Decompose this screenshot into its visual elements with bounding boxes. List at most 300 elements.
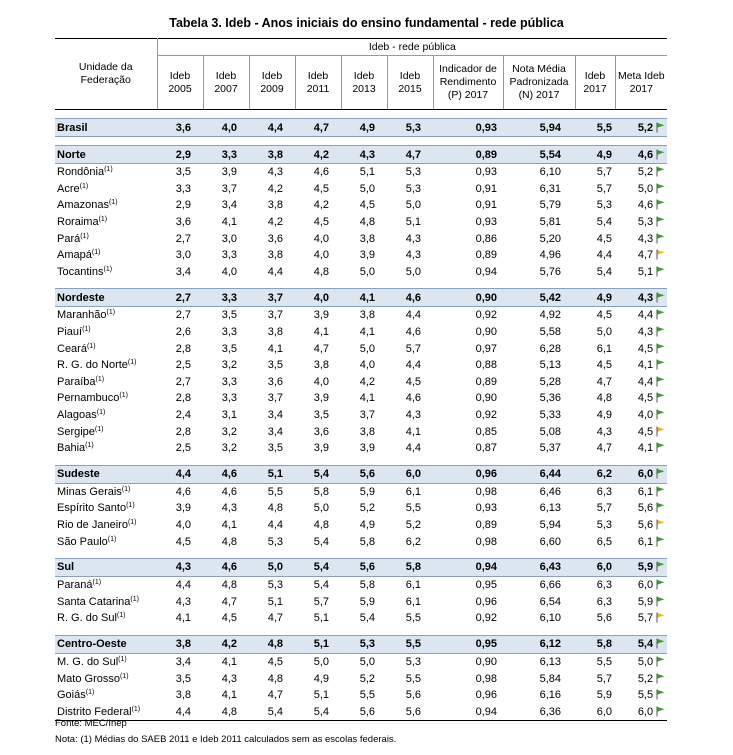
uf-name: Nordeste bbox=[57, 291, 105, 304]
table-row bbox=[55, 181, 667, 198]
value-cell: 0,94 bbox=[433, 558, 503, 576]
value-cell: 3,9 bbox=[313, 309, 329, 322]
footnote-marker: (1) bbox=[82, 326, 91, 334]
uf-name: Pernambuco bbox=[57, 392, 120, 405]
value-cell: 4,4 bbox=[405, 359, 421, 372]
uf-name: Acre bbox=[57, 182, 80, 195]
value-cell: 6,0 bbox=[575, 558, 615, 576]
column-header: Ideb 2007 bbox=[203, 56, 249, 110]
value-cell: 5,0 bbox=[359, 265, 375, 278]
footnote-marker: (1) bbox=[95, 375, 105, 383]
value-cell: 5,3 bbox=[405, 655, 421, 668]
value-cell: 0,98 bbox=[475, 485, 497, 498]
value-cell: 4,8 bbox=[359, 216, 375, 229]
value-cell: 0,91 bbox=[475, 199, 497, 212]
value-cell: 3,0 bbox=[175, 249, 191, 262]
value-cell: 4,1 bbox=[221, 216, 237, 229]
flag-met-icon bbox=[653, 122, 665, 134]
flag-not-met-icon bbox=[653, 426, 665, 438]
value-cell: 6,1 bbox=[405, 485, 421, 498]
value-cell: 6,10 bbox=[539, 612, 561, 625]
table-row bbox=[55, 483, 667, 500]
table-header bbox=[55, 39, 667, 110]
value-cell: 4,5 bbox=[596, 359, 612, 372]
value-cell: 3,6 bbox=[175, 216, 191, 229]
value-cell: 4,7 bbox=[596, 375, 612, 388]
value-cell: 6,60 bbox=[539, 535, 561, 548]
footnote-marker: (1) bbox=[118, 655, 127, 663]
value-cell: 6,0 bbox=[387, 465, 433, 483]
flag-met-icon bbox=[653, 326, 665, 338]
meta-cell bbox=[615, 423, 667, 440]
table-row bbox=[55, 610, 667, 627]
value-cell: 4,1 bbox=[221, 518, 237, 531]
meta-cell bbox=[615, 289, 667, 307]
value-cell: 5,2 bbox=[359, 502, 375, 515]
value-cell: 4,9 bbox=[341, 119, 387, 137]
value-cell: 5,7 bbox=[596, 672, 612, 685]
table-row bbox=[55, 374, 667, 391]
uf-name-cell bbox=[55, 593, 157, 610]
value-cell: 5,6 bbox=[596, 612, 612, 625]
table-row bbox=[55, 423, 667, 440]
value-cell: 4,3 bbox=[267, 166, 283, 179]
value-cell: 4,1 bbox=[405, 425, 421, 438]
meta-cell bbox=[615, 214, 667, 231]
value-cell: 3,1 bbox=[221, 409, 237, 422]
flag-met-icon bbox=[653, 166, 665, 178]
meta-cell bbox=[615, 465, 667, 483]
value-cell: 0,95 bbox=[475, 579, 497, 592]
value-cell: 3,5 bbox=[221, 342, 237, 355]
value-cell: 4,4 bbox=[267, 518, 283, 531]
table-row bbox=[55, 407, 667, 424]
value-cell: 4,8 bbox=[221, 535, 237, 548]
value-cell: 0,94 bbox=[433, 703, 503, 720]
table-row bbox=[55, 500, 667, 517]
value-cell: 5,4 bbox=[313, 535, 329, 548]
value-cell: 3,8 bbox=[359, 425, 375, 438]
value-cell: 5,0 bbox=[313, 655, 329, 668]
flag-met-icon bbox=[653, 376, 665, 388]
flag-met-icon bbox=[653, 199, 665, 211]
value-cell: 4,7 bbox=[313, 342, 329, 355]
meta-cell bbox=[615, 653, 667, 670]
meta-cell bbox=[615, 558, 667, 576]
uf-name: Sul bbox=[57, 561, 75, 574]
meta-value: 5,7 bbox=[637, 612, 654, 625]
value-cell: 3,4 bbox=[221, 199, 237, 212]
uf-name: Rondônia bbox=[57, 166, 105, 179]
ideb-table bbox=[55, 38, 667, 721]
value-cell: 4,2 bbox=[359, 375, 375, 388]
table-row bbox=[55, 264, 667, 281]
value-cell: 3,8 bbox=[359, 232, 375, 245]
flag-not-met-icon bbox=[653, 519, 665, 531]
value-cell: 0,89 bbox=[475, 249, 497, 262]
value-cell: 5,4 bbox=[596, 216, 612, 229]
uf-name-cell bbox=[55, 533, 157, 550]
value-cell: 3,6 bbox=[157, 119, 203, 137]
table-row bbox=[55, 390, 667, 407]
value-cell: 6,16 bbox=[539, 689, 561, 702]
meta-value: 4,1 bbox=[637, 442, 654, 455]
uf-name-cell bbox=[55, 247, 157, 264]
table-row bbox=[55, 670, 667, 687]
value-cell: 5,0 bbox=[359, 655, 375, 668]
value-cell: 3,7 bbox=[267, 392, 283, 405]
meta-cell bbox=[615, 119, 667, 137]
value-cell: 6,43 bbox=[503, 558, 575, 576]
table-notes bbox=[55, 716, 396, 748]
value-cell: 3,2 bbox=[221, 442, 237, 455]
meta-value: 4,3 bbox=[637, 232, 654, 245]
value-cell: 4,5 bbox=[175, 535, 191, 548]
value-cell: 3,0 bbox=[221, 232, 237, 245]
footnote-marker: (1) bbox=[94, 425, 104, 433]
value-cell: 5,2 bbox=[405, 518, 421, 531]
uf-name: Ceará bbox=[57, 342, 87, 355]
value-cell: 5,8 bbox=[359, 535, 375, 548]
value-cell: 5,6 bbox=[341, 703, 387, 720]
value-cell: 5,6 bbox=[341, 465, 387, 483]
value-cell: 6,54 bbox=[539, 595, 561, 608]
column-header: Ideb 2013 bbox=[341, 56, 387, 110]
value-cell: 2,8 bbox=[175, 392, 191, 405]
footnote: Nota: (1) Médias do SAEB 2011 e Ideb 2011 calculados sem as escolas federais. bbox=[55, 734, 397, 745]
value-cell: 5,5 bbox=[405, 502, 421, 515]
flag-met-icon bbox=[653, 149, 665, 161]
meta-value: 4,4 bbox=[637, 375, 654, 388]
uf-name: Sudeste bbox=[57, 468, 100, 480]
value-cell: 5,7 bbox=[596, 502, 612, 515]
meta-value: 4,0 bbox=[637, 409, 654, 422]
value-cell: 5,5 bbox=[405, 672, 421, 685]
value-cell: 5,4 bbox=[295, 465, 341, 483]
value-cell: 4,1 bbox=[175, 612, 191, 625]
flag-met-icon bbox=[653, 409, 665, 421]
value-cell: 6,10 bbox=[539, 166, 561, 179]
value-cell: 5,28 bbox=[539, 375, 561, 388]
value-cell: 5,9 bbox=[359, 485, 375, 498]
table-row bbox=[55, 340, 667, 357]
value-cell: 4,8 bbox=[596, 392, 612, 405]
value-cell: 3,8 bbox=[267, 249, 283, 262]
value-cell: 5,13 bbox=[539, 359, 561, 372]
ideb-table-container bbox=[55, 38, 667, 721]
value-cell: 3,3 bbox=[203, 289, 249, 307]
value-cell: 4,3 bbox=[596, 425, 612, 438]
value-cell: 2,5 bbox=[175, 442, 191, 455]
value-cell: 4,7 bbox=[267, 689, 283, 702]
meta-cell bbox=[615, 687, 667, 704]
value-cell: 6,12 bbox=[503, 635, 575, 653]
value-cell: 4,9 bbox=[596, 409, 612, 422]
value-cell: 5,2 bbox=[359, 672, 375, 685]
meta-cell bbox=[615, 390, 667, 407]
value-cell: 0,91 bbox=[475, 182, 497, 195]
uf-name-cell bbox=[55, 576, 157, 593]
value-cell: 5,1 bbox=[313, 689, 329, 702]
flag-met-icon bbox=[653, 536, 665, 548]
value-cell: 0,93 bbox=[475, 166, 497, 179]
value-cell: 4,0 bbox=[313, 232, 329, 245]
meta-value: 5,0 bbox=[637, 182, 654, 195]
uf-name: São Paulo bbox=[57, 535, 108, 548]
meta-value: 5,2 bbox=[637, 166, 654, 179]
value-cell: 4,0 bbox=[313, 249, 329, 262]
meta-cell bbox=[615, 610, 667, 627]
value-cell: 5,1 bbox=[267, 595, 283, 608]
value-cell: 2,8 bbox=[175, 342, 191, 355]
value-cell: 4,4 bbox=[157, 465, 203, 483]
value-cell: 6,13 bbox=[539, 502, 561, 515]
meta-value: 4,3 bbox=[637, 326, 654, 339]
uf-name-cell bbox=[55, 610, 157, 627]
value-cell: 3,8 bbox=[175, 689, 191, 702]
meta-cell bbox=[615, 533, 667, 550]
meta-cell bbox=[615, 264, 667, 281]
uf-name-cell bbox=[55, 324, 157, 341]
uf-name-cell bbox=[55, 164, 157, 181]
value-cell: 6,2 bbox=[575, 465, 615, 483]
value-cell: 3,8 bbox=[157, 635, 203, 653]
value-cell: 4,3 bbox=[221, 672, 237, 685]
value-cell: 6,66 bbox=[539, 579, 561, 592]
table-row bbox=[55, 214, 667, 231]
meta-cell bbox=[615, 576, 667, 593]
value-cell: 6,31 bbox=[539, 182, 561, 195]
value-cell: 5,20 bbox=[539, 232, 561, 245]
meta-cell bbox=[615, 247, 667, 264]
value-cell: 0,90 bbox=[475, 392, 497, 405]
meta-value: 5,4 bbox=[637, 638, 654, 651]
uf-name: Paraná bbox=[57, 579, 93, 592]
uf-name: Maranhão bbox=[57, 309, 107, 322]
uf-name: Minas Gerais bbox=[57, 485, 122, 498]
uf-name-cell bbox=[55, 197, 157, 214]
table-row bbox=[55, 164, 667, 181]
uf-name-cell bbox=[55, 307, 157, 324]
uf-name: Santa Catarina bbox=[57, 595, 131, 608]
uf-name: Sergipe bbox=[57, 425, 95, 438]
uf-name: Bahia bbox=[57, 442, 86, 455]
value-cell: 5,84 bbox=[539, 672, 561, 685]
value-cell: 4,2 bbox=[267, 182, 283, 195]
value-cell: 4,3 bbox=[341, 146, 387, 164]
flag-met-icon bbox=[653, 343, 665, 355]
value-cell: 4,6 bbox=[175, 485, 191, 498]
value-cell: 5,1 bbox=[249, 465, 295, 483]
column-header: Meta Ideb 2017 bbox=[615, 56, 667, 110]
value-cell: 5,3 bbox=[405, 182, 421, 195]
value-cell: 2,9 bbox=[175, 199, 191, 212]
flag-not-met-icon bbox=[653, 249, 665, 261]
value-cell: 3,4 bbox=[175, 655, 191, 668]
meta-value: 4,4 bbox=[637, 309, 654, 322]
meta-cell bbox=[615, 197, 667, 214]
value-cell: 0,89 bbox=[475, 375, 497, 388]
flag-met-icon bbox=[653, 292, 665, 304]
footnote-marker: (1) bbox=[85, 442, 94, 450]
uf-name: Paraíba bbox=[57, 375, 96, 388]
footnote-marker: (1) bbox=[86, 342, 96, 350]
uf-name: Mato Grosso bbox=[57, 672, 120, 685]
meta-cell bbox=[615, 500, 667, 517]
value-cell: 4,92 bbox=[539, 309, 561, 322]
column-header: Indicador de Rendimento (P) 2017 bbox=[433, 56, 503, 110]
meta-cell bbox=[615, 164, 667, 181]
value-cell: 6,28 bbox=[539, 342, 561, 355]
meta-value: 4,7 bbox=[637, 249, 654, 262]
value-cell: 5,36 bbox=[539, 392, 561, 405]
table-row bbox=[55, 687, 667, 704]
table-row bbox=[55, 593, 667, 610]
value-cell: 4,5 bbox=[596, 309, 612, 322]
flag-met-icon bbox=[653, 392, 665, 404]
uf-name-cell bbox=[55, 483, 157, 500]
value-cell: 5,3 bbox=[596, 199, 612, 212]
value-cell: 0,90 bbox=[475, 655, 497, 668]
value-cell: 4,6 bbox=[313, 166, 329, 179]
uf-name: R. G. do Norte bbox=[57, 359, 128, 372]
value-cell: 4,9 bbox=[575, 146, 615, 164]
value-cell: 0,89 bbox=[475, 518, 497, 531]
value-cell: 4,0 bbox=[313, 375, 329, 388]
value-cell: 5,4 bbox=[295, 703, 341, 720]
value-cell: 5,5 bbox=[267, 485, 283, 498]
value-cell: 4,6 bbox=[203, 558, 249, 576]
footnote-marker: (1) bbox=[91, 249, 101, 257]
value-cell: 5,76 bbox=[539, 265, 561, 278]
uf-name-cell bbox=[55, 670, 157, 687]
value-cell: 5,37 bbox=[539, 442, 561, 455]
value-cell: 0,98 bbox=[475, 672, 497, 685]
value-cell: 3,4 bbox=[267, 409, 283, 422]
meta-value: 6,0 bbox=[637, 705, 654, 718]
value-cell: 4,4 bbox=[249, 119, 295, 137]
value-cell: 0,95 bbox=[433, 635, 503, 653]
uf-name-cell bbox=[55, 653, 157, 670]
value-cell: 3,6 bbox=[313, 425, 329, 438]
flag-met-icon bbox=[653, 689, 665, 701]
value-cell: 4,6 bbox=[405, 392, 421, 405]
value-cell: 0,93 bbox=[475, 502, 497, 515]
value-cell: 4,1 bbox=[221, 689, 237, 702]
uf-name: Goiás bbox=[57, 689, 86, 702]
footnote-marker: (1) bbox=[127, 359, 137, 367]
value-cell: 3,9 bbox=[313, 392, 329, 405]
spacer-row bbox=[55, 457, 667, 466]
value-cell: 5,0 bbox=[249, 558, 295, 576]
meta-cell bbox=[615, 670, 667, 687]
value-cell: 3,8 bbox=[359, 309, 375, 322]
value-cell: 3,7 bbox=[249, 289, 295, 307]
uf-name-cell bbox=[55, 687, 157, 704]
meta-cell bbox=[615, 307, 667, 324]
value-cell: 4,1 bbox=[313, 326, 329, 339]
value-cell: 0,98 bbox=[475, 535, 497, 548]
value-cell: 5,0 bbox=[405, 199, 421, 212]
value-cell: 5,0 bbox=[405, 265, 421, 278]
value-cell: 5,0 bbox=[596, 326, 612, 339]
uf-name: Tocantins bbox=[57, 265, 104, 278]
footnote-marker: (1) bbox=[119, 392, 128, 400]
value-cell: 0,94 bbox=[475, 265, 497, 278]
value-cell: 0,89 bbox=[433, 146, 503, 164]
uf-name-cell bbox=[55, 517, 157, 534]
meta-cell bbox=[615, 407, 667, 424]
value-cell: 5,4 bbox=[295, 558, 341, 576]
meta-cell bbox=[615, 230, 667, 247]
value-cell: 4,2 bbox=[267, 216, 283, 229]
value-cell: 4,9 bbox=[313, 672, 329, 685]
column-header: Ideb 2009 bbox=[249, 56, 295, 110]
footnote-marker: (1) bbox=[103, 265, 113, 273]
region-name-cell bbox=[55, 119, 157, 137]
value-cell: 3,5 bbox=[267, 442, 283, 455]
region-name-cell bbox=[55, 635, 157, 653]
value-cell: 2,6 bbox=[175, 326, 191, 339]
value-cell: 4,8 bbox=[221, 579, 237, 592]
group-row bbox=[55, 146, 667, 164]
value-cell: 0,86 bbox=[475, 232, 497, 245]
group-row bbox=[55, 635, 667, 653]
footnote-marker: (1) bbox=[80, 232, 89, 240]
table-row bbox=[55, 197, 667, 214]
table-row bbox=[55, 440, 667, 457]
table-row bbox=[55, 653, 667, 670]
uf-name: Amapá bbox=[57, 249, 92, 262]
group-column-header: Ideb - rede pública bbox=[157, 39, 667, 56]
value-cell: 3,3 bbox=[221, 249, 237, 262]
value-cell: 5,8 bbox=[313, 485, 329, 498]
value-cell: 4,8 bbox=[313, 518, 329, 531]
meta-value: 6,1 bbox=[637, 535, 654, 548]
value-cell: 4,4 bbox=[596, 249, 612, 262]
value-cell: 0,96 bbox=[433, 465, 503, 483]
value-cell: 3,4 bbox=[175, 265, 191, 278]
uf-name-cell bbox=[55, 440, 157, 457]
uf-name: Espírito Santo bbox=[57, 502, 127, 515]
meta-value: 5,6 bbox=[637, 502, 654, 515]
table-row bbox=[55, 517, 667, 534]
value-cell: 5,7 bbox=[313, 595, 329, 608]
value-cell: 3,5 bbox=[175, 672, 191, 685]
value-cell: 4,5 bbox=[405, 375, 421, 388]
value-cell: 4,0 bbox=[175, 518, 191, 531]
value-cell: 2,7 bbox=[175, 375, 191, 388]
table-body bbox=[55, 110, 667, 721]
value-cell: 4,3 bbox=[405, 249, 421, 262]
table-row bbox=[55, 247, 667, 264]
footnote-marker: (1) bbox=[96, 409, 106, 417]
footnote-marker: (1) bbox=[130, 595, 139, 603]
region-name-cell bbox=[55, 465, 157, 483]
value-cell: 5,3 bbox=[596, 518, 612, 531]
value-cell: 5,7 bbox=[405, 342, 421, 355]
value-cell: 5,5 bbox=[387, 635, 433, 653]
value-cell: 3,3 bbox=[203, 146, 249, 164]
value-cell: 4,8 bbox=[249, 635, 295, 653]
value-cell: 0,93 bbox=[475, 216, 497, 229]
value-cell: 6,1 bbox=[405, 579, 421, 592]
value-cell: 2,7 bbox=[175, 232, 191, 245]
value-cell: 0,93 bbox=[433, 119, 503, 137]
column-header: Ideb 2011 bbox=[295, 56, 341, 110]
uf-name-cell bbox=[55, 214, 157, 231]
value-cell: 6,44 bbox=[503, 465, 575, 483]
